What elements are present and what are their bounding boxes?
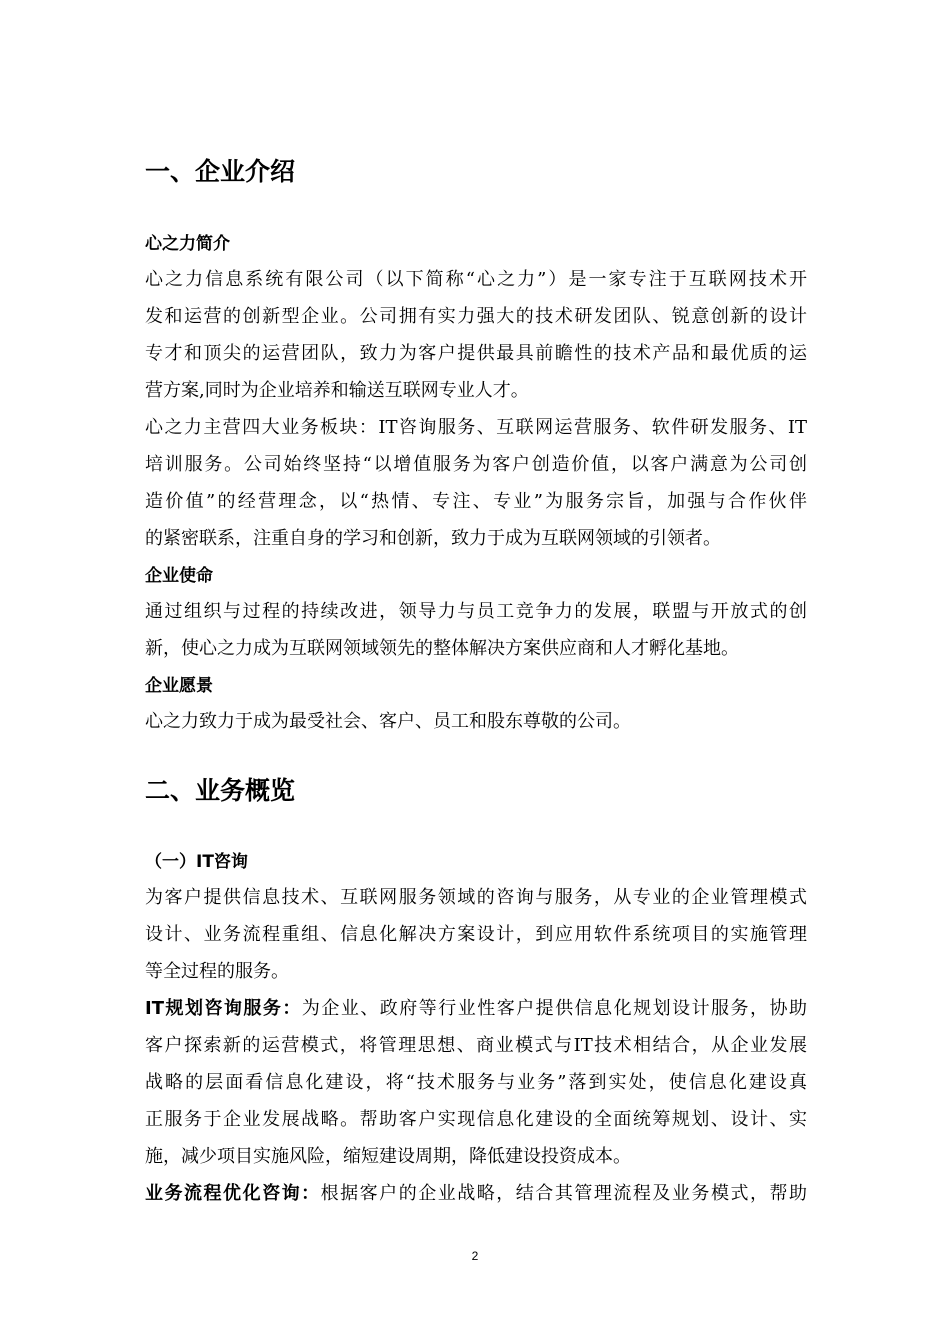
it-planning-paragraph <box>145 990 807 1175</box>
it-planning-first-line: 为企业、政府等行业性客户提供信息化规划设计服务，协助 <box>301 998 807 1019</box>
text-line: 培训服务。公司始终坚持“以增值服务为客户创造价值，以客户满意为公司创 <box>145 454 807 475</box>
text-line: 的紧密联系，注重自身的学习和创新，致力于成为互联网领域的引领者。 <box>145 528 721 549</box>
text-line: 施，减少项目实施风险，缩短建设周期，降低建设投资成本。 <box>145 1146 631 1167</box>
section-1-title: 一、企业介绍 <box>145 157 296 186</box>
text-line: 心之力主营四大业务板块：IT咨询服务、互联网运营服务、软件研发服务、IT <box>145 417 807 438</box>
vision-heading: 企业愿景 <box>145 676 213 696</box>
intro-paragraph-1 <box>145 261 807 409</box>
mission-paragraph <box>145 593 807 667</box>
text-line: 心之力信息系统有限公司（以下简称“心之力”）是一家专注于互联网技术开 <box>145 269 807 290</box>
mission-heading: 企业使命 <box>145 566 213 586</box>
text-line: 专才和顶尖的运营团队，致力为客户提供最具前瞻性的技术产品和最优质的运 <box>145 343 807 364</box>
process-paragraph <box>145 1175 807 1212</box>
intro-heading: 心之力简介 <box>145 234 230 254</box>
text-line: 通过组织与过程的持续改进，领导力与员工竞争力的发展，联盟与开放式的创 <box>145 601 807 622</box>
text-line: 发和运营的创新型企业。公司拥有实力强大的技术研发团队、锐意创新的设计 <box>145 306 807 327</box>
text-line <box>145 990 807 1027</box>
it-consulting-heading: （一）IT咨询 <box>145 852 248 872</box>
process-first-line: 根据客户的企业战略，结合其管理流程及业务模式，帮助 <box>320 1183 808 1204</box>
text-line: 等全过程的服务。 <box>145 961 289 982</box>
text-line: 心之力致力于成为最受社会、客户、员工和股东尊敬的公司。 <box>145 711 631 732</box>
process-lead: 业务流程优化咨询： <box>145 1183 321 1204</box>
text-line: 为客户提供信息技术、互联网服务领域的咨询与服务，从专业的企业管理模式 <box>145 887 807 908</box>
page-number: 2 <box>471 1249 479 1263</box>
section-2-title: 二、业务概览 <box>145 776 296 805</box>
text-line: 营方案,同时为企业培养和输送互联网专业人才。 <box>145 380 529 401</box>
text-line: 战略的层面看信息化建设，将“技术服务与业务”落到实处，使信息化建设真 <box>145 1072 807 1093</box>
it-planning-lead: IT规划咨询服务： <box>145 998 302 1019</box>
text-line: 造价值”的经营理念，以“热情、专注、专业”为服务宗旨，加强与合作伙伴 <box>145 491 807 512</box>
text-line <box>145 1175 807 1212</box>
text-line: 设计、业务流程重组、信息化解决方案设计，到应用软件系统项目的实施管理 <box>145 924 807 945</box>
text-line: 新，使心之力成为互联网领域领先的整体解决方案供应商和人才孵化基地。 <box>145 638 739 659</box>
it-consulting-paragraph <box>145 879 807 990</box>
intro-paragraph-2 <box>145 409 807 557</box>
text-line: 正服务于企业发展战略。帮助客户实现信息化建设的全面统筹规划、设计、实 <box>145 1109 807 1130</box>
text-line: 客户探索新的运营模式，将管理思想、商业模式与IT技术相结合，从企业发展 <box>145 1035 807 1056</box>
vision-paragraph <box>145 703 807 740</box>
